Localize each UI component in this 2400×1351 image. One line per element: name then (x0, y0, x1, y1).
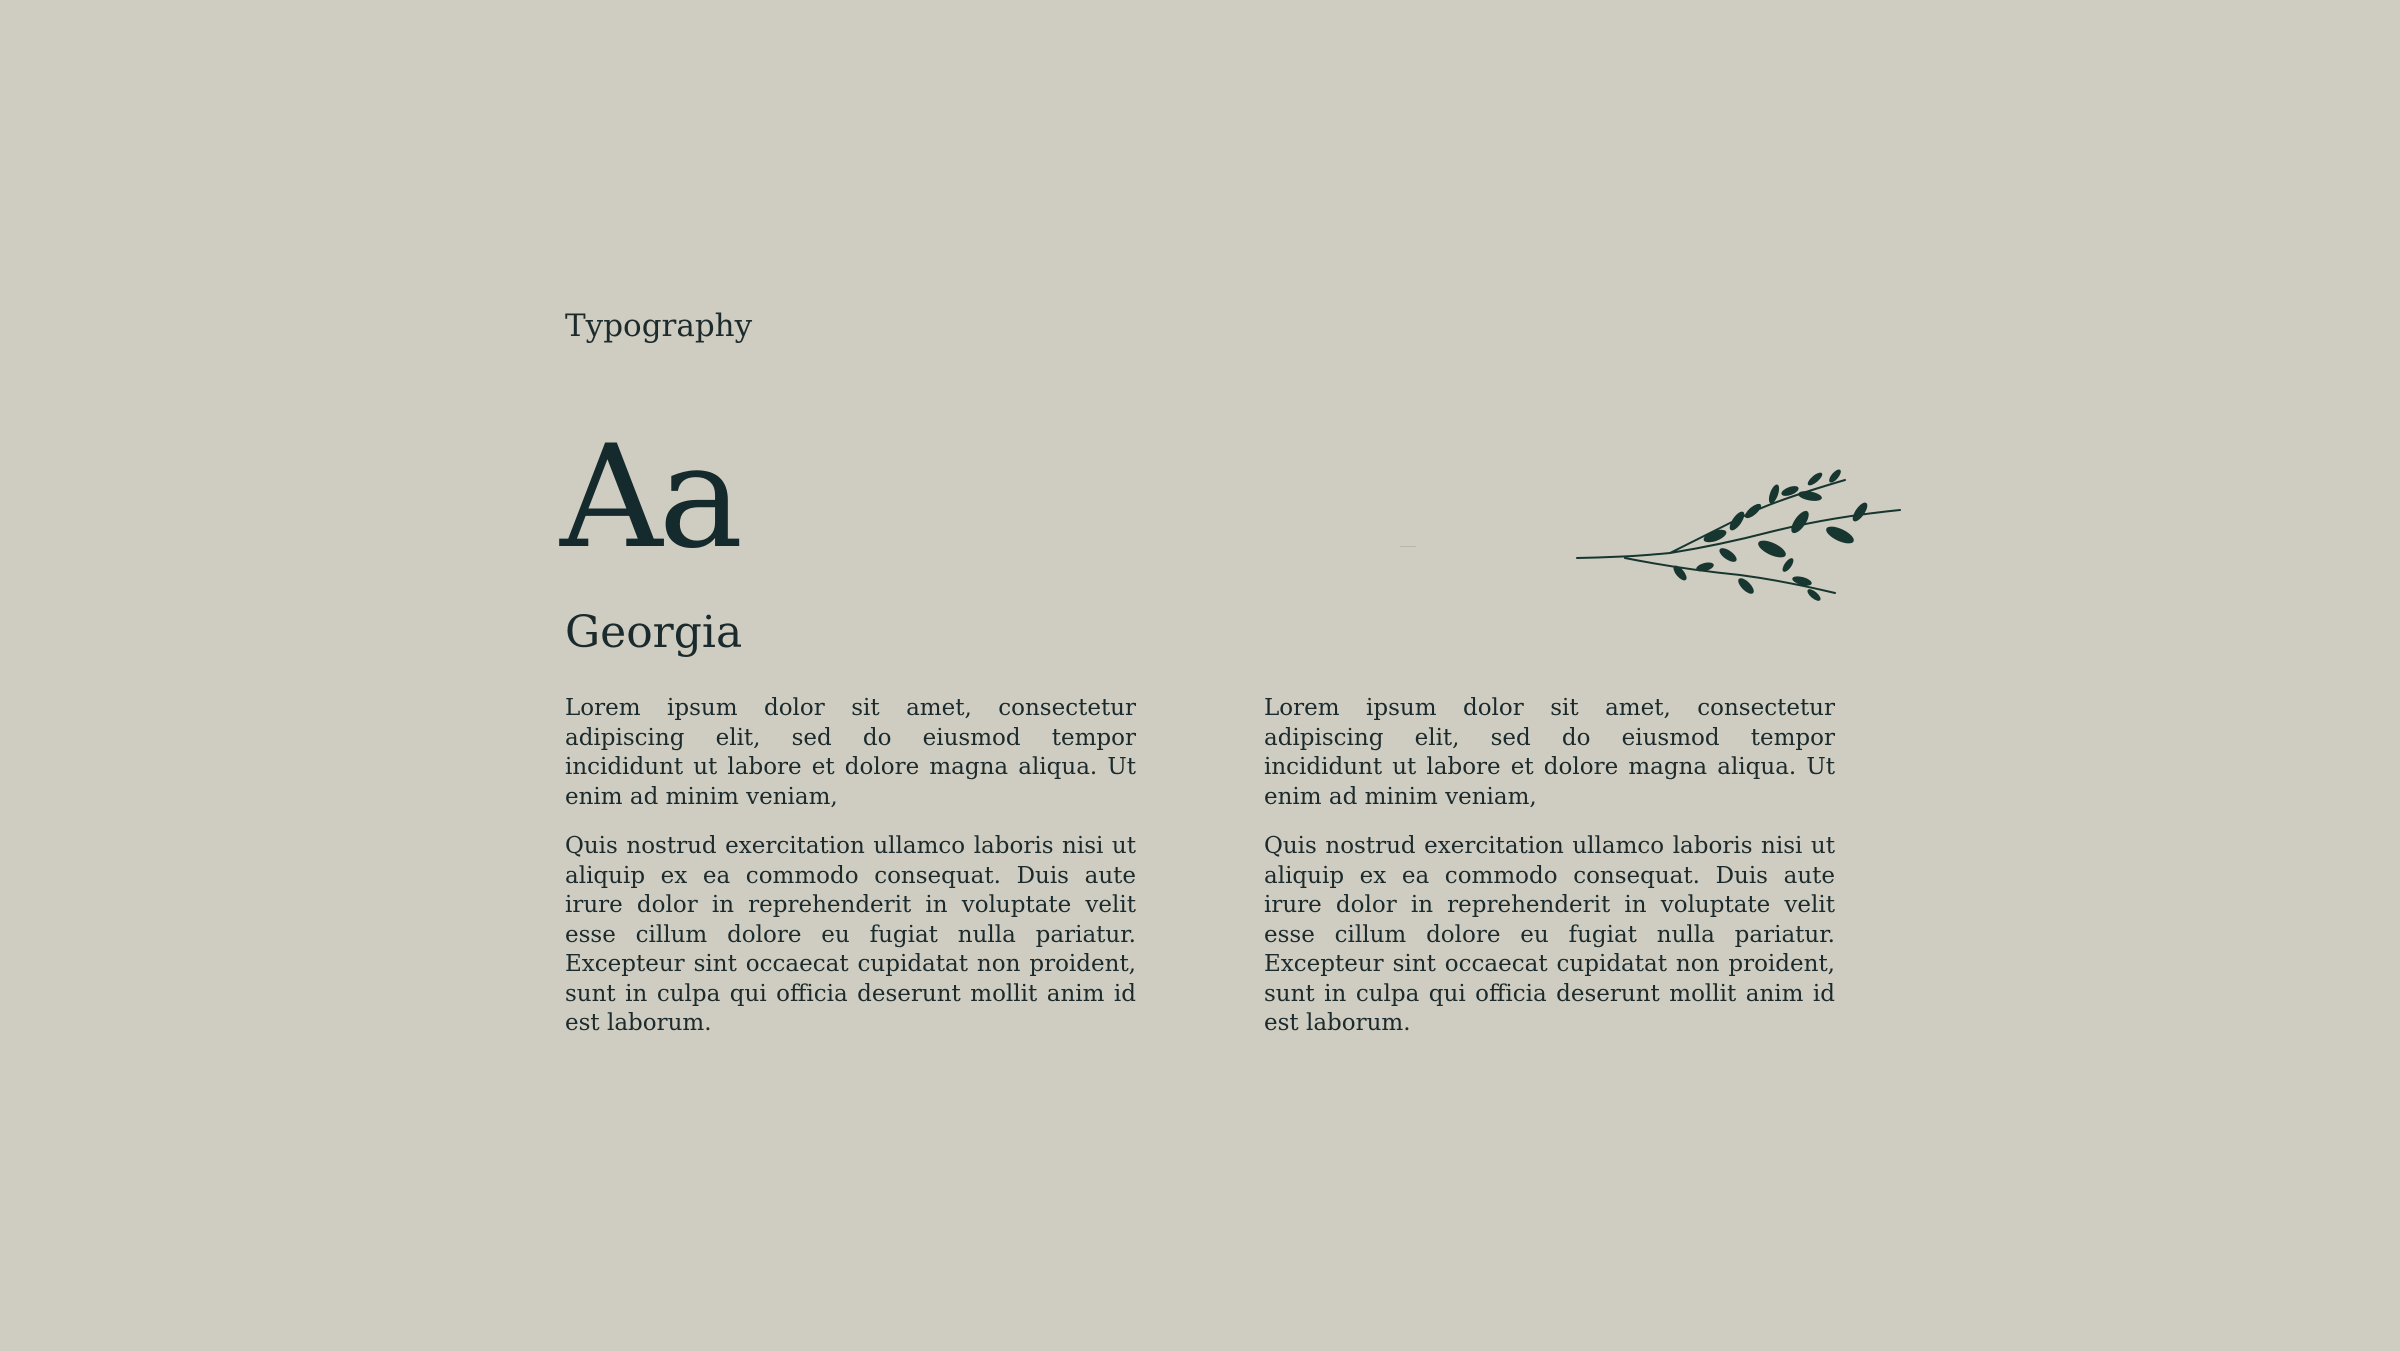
body-paragraph: Lorem ipsum dolor sit amet, consectetur adipiscing elit, sed do eiusmod tempor incididunt ut labore et dolore magna aliqua. Ut enim ad minim veniam, (565, 695, 1136, 810)
font-specimen-sample: Aa (560, 415, 740, 580)
body-paragraph: Quis nostrud exercitation ullamco laboris nisi ut aliquip ex ea commodo consequat. Duis aute irure dolor in reprehenderit in voluptate velit esse cillum dolore eu fugiat nulla pariatur. Excepteur sint occaecat cupidatat non proident, sunt in culpa qui officia deserunt mollit anim id est laborum. (1264, 833, 1835, 1036)
section-title: Typography (565, 308, 753, 344)
decorative-speck (1400, 546, 1416, 547)
body-paragraph: Quis nostrud exercitation ullamco laboris nisi ut aliquip ex ea commodo consequat. Duis aute irure dolor in reprehenderit in voluptate velit esse cillum dolore eu fugiat nulla pariatur. Excepteur sint occaecat cupidatat non proident, sunt in culpa qui officia deserunt mollit anim id est laborum. (565, 833, 1136, 1036)
leaf-branch-icon (1570, 465, 1905, 605)
font-name: Georgia (565, 607, 743, 658)
body-paragraph: Lorem ipsum dolor sit amet, consectetur adipiscing elit, sed do eiusmod tempor incididunt ut labore et dolore magna aliqua. Ut enim ad minim veniam, (1264, 695, 1835, 810)
text-column-left (565, 694, 1136, 1059)
text-column-right (1264, 694, 1835, 1059)
